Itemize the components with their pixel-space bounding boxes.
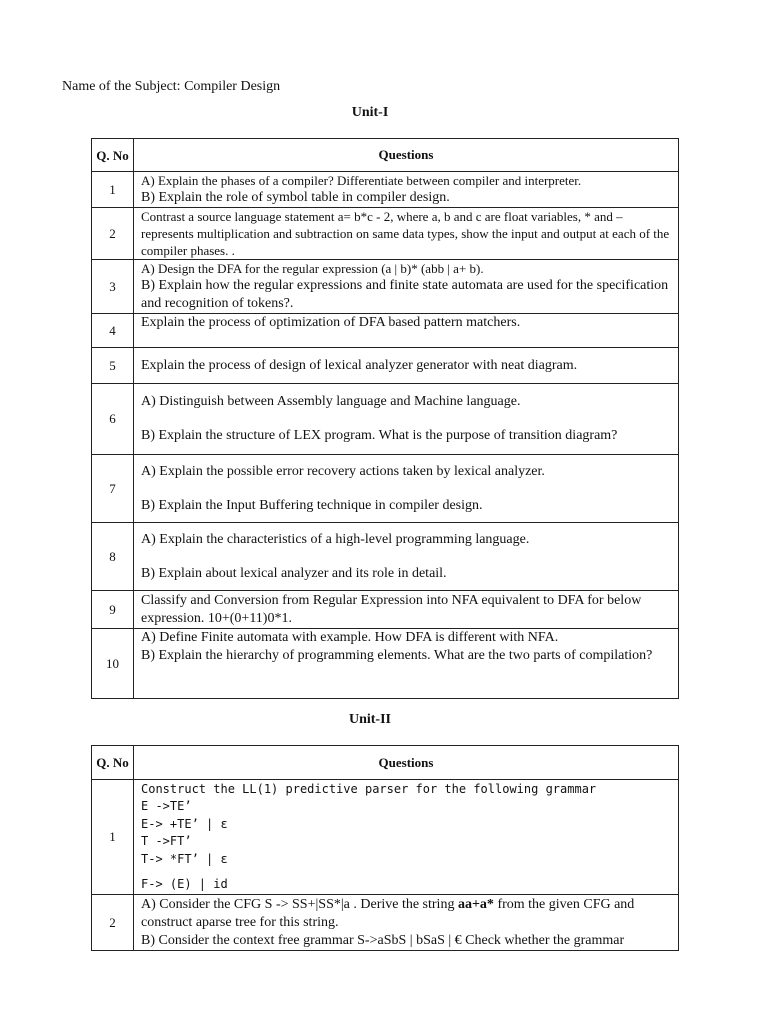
unit-1-heading: Unit-I	[351, 105, 389, 120]
question-text	[134, 384, 679, 455]
question-number: 10	[92, 629, 134, 699]
table-row	[92, 455, 679, 523]
question-number: 2	[92, 895, 134, 951]
grammar-rule: T-> *FT’ | ε	[141, 851, 228, 866]
question-text: Explain the process of design of lexical analyzer generator with neat diagram.	[134, 348, 679, 384]
question-text	[134, 629, 679, 699]
question-number: 6	[92, 384, 134, 455]
question-number: 7	[92, 455, 134, 523]
question-text	[134, 260, 679, 314]
questions-header: Questions	[134, 746, 679, 780]
question-number: 1	[92, 172, 134, 208]
subject-title: Name of the Subject: Compiler Design	[62, 79, 281, 94]
question-part-b: B) Explain the structure of LEX program. What is the purpose of transition diagram?	[141, 428, 618, 443]
questions-header: Questions	[134, 139, 679, 172]
table-row	[92, 314, 679, 348]
qno-header: Q. No	[92, 139, 134, 172]
question-part-b: B) Explain about lexical analyzer and its role in detail.	[141, 565, 447, 581]
question-part-a: A) Explain the phases of a compiler? Differentiate between compiler and interpreter.	[141, 173, 582, 188]
table-header-row	[92, 139, 679, 172]
grammar-rule: E ->TE’	[141, 799, 192, 813]
question-text	[134, 523, 679, 591]
question-text	[134, 172, 679, 208]
question-part-a: A) Explain the characteristics of a high-level programming language.	[141, 531, 530, 547]
question-number: 4	[92, 314, 134, 348]
question-part-a: A) Design the DFA for the regular expression (a | b)* (abb | a+ b).	[141, 261, 484, 276]
grammar-rule: T ->FT’	[141, 834, 192, 848]
question-number: 9	[92, 591, 134, 629]
question-text	[134, 780, 679, 895]
question-number: 2	[92, 208, 134, 260]
question-number: 1	[92, 780, 134, 895]
grammar-intro: Construct the LL(1) predictive parser for the following grammar	[141, 781, 597, 796]
question-part-b: B) Explain the Input Buffering technique in compiler design.	[141, 497, 483, 513]
question-text: Classify and Conversion from Regular Expression into NFA equivalent to DFA for below expression. 10+(0+11)0*1.	[134, 591, 679, 629]
question-text	[134, 455, 679, 523]
table-row	[92, 591, 679, 629]
table-row	[92, 260, 679, 314]
table-row	[92, 384, 679, 455]
unit-2-questions-table	[91, 745, 679, 951]
unit-2-heading: Unit-II	[348, 712, 391, 727]
question-part-b: B) Explain the hierarchy of programming elements. What are the two parts of compilation?	[141, 648, 653, 663]
table-row	[92, 523, 679, 591]
derived-string: aa+a*	[457, 896, 494, 912]
table-row	[92, 172, 679, 208]
question-number: 8	[92, 523, 134, 591]
table-row	[92, 208, 679, 260]
question-part-b: B) Consider the context free grammar S->aSbS | bSaS | € Check whether the grammar	[141, 932, 625, 948]
question-part-a: A) Explain the possible error recovery actions taken by lexical analyzer.	[141, 463, 545, 479]
question-part-a: A) Distinguish between Assembly language and Machine language.	[141, 394, 521, 409]
question-part-b: B) Explain how the regular expressions and finite state automata are used for the specification and recognition of tokens?.	[141, 278, 669, 311]
table-row	[92, 629, 679, 699]
table-header-row	[92, 746, 679, 780]
question-part-a: A) Define Finite automata with example. How DFA is different with NFA.	[141, 630, 559, 645]
grammar-rule: F-> (E) | id	[141, 877, 228, 891]
question-text: Explain the process of optimization of DFA based pattern matchers.	[134, 314, 679, 348]
qno-header: Q. No	[92, 746, 134, 780]
question-text	[134, 895, 679, 951]
question-part-a: A) Consider the CFG S -> SS+|SS*|a . Derive the string aa+a* from the given CFG and construct aparse tree for this string.	[141, 896, 635, 930]
question-part-b: B) Explain the role of symbol table in compiler design.	[141, 190, 450, 205]
question-text: Contrast a source language statement a= b*c - 2, where a, b and c are float variables, * and – represents multiplication and subtraction on same data types, show the input and output at each of the compiler phases. .	[134, 208, 679, 260]
table-row	[92, 895, 679, 951]
question-number: 3	[92, 260, 134, 314]
question-number: 5	[92, 348, 134, 384]
table-row	[92, 348, 679, 384]
table-row	[92, 780, 679, 895]
unit-1-questions-table	[91, 138, 679, 699]
grammar-rule: E-> +TE’ | ε	[141, 816, 228, 831]
